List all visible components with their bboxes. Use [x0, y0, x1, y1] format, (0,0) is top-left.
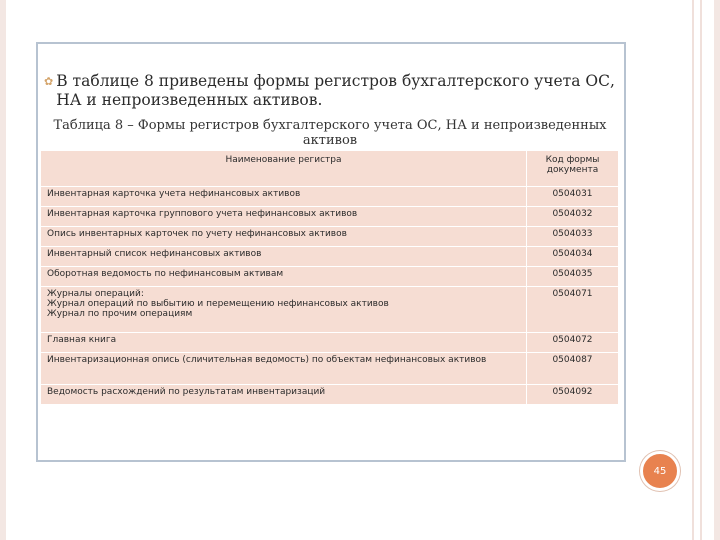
- form-code: 0504034: [527, 247, 619, 267]
- bullet-icon: ✿: [44, 75, 54, 88]
- bullet-text: В таблице 8 приведены формы регистров бухгалтерского учета ОС, НА и непроизведенных активов.: [56, 72, 615, 109]
- table-row: [41, 385, 619, 405]
- header-form-code: Код формы документа: [527, 151, 619, 187]
- table-row: [41, 333, 619, 353]
- page-number-badge: 45: [640, 451, 680, 491]
- form-code: 0504071: [527, 287, 619, 333]
- register-name: Оборотная ведомость по нефинансовым активам: [41, 267, 527, 287]
- register-name: Главная книга: [41, 333, 527, 353]
- form-code: 0504032: [527, 207, 619, 227]
- header-register-name: Наименование регистра: [41, 151, 527, 187]
- form-code: 0504092: [527, 385, 619, 405]
- table-row: [41, 187, 619, 207]
- registers-table: [40, 150, 619, 405]
- register-name-line: Журналы операций:: [47, 289, 144, 299]
- form-code: 0504035: [527, 267, 619, 287]
- table-row: [41, 353, 619, 385]
- register-name-multiline: [41, 287, 527, 333]
- register-name: Инвентарный список нефинансовых активов: [41, 247, 527, 267]
- table-row: [41, 207, 619, 227]
- register-name-line: Журнал по прочим операциям: [47, 309, 193, 319]
- register-name: Опись инвентарных карточек по учету нефинансовых активов: [41, 227, 527, 247]
- table-row: [41, 287, 619, 333]
- form-code: 0504087: [527, 353, 619, 385]
- table-row: [41, 247, 619, 267]
- table-row: [41, 227, 619, 247]
- register-name: Инвентарная карточка учета нефинансовых активов: [41, 187, 527, 207]
- form-code: 0504031: [527, 187, 619, 207]
- form-code: 0504072: [527, 333, 619, 353]
- register-name: Инвентарная карточка группового учета нефинансовых активов: [41, 207, 527, 227]
- right-decor-line-2: [700, 0, 702, 540]
- table-caption: Таблица 8 – Формы регистров бухгалтерского учета ОС, НА и непроизведенных активов: [53, 118, 607, 148]
- table-header-row: [41, 151, 619, 187]
- register-name: Инвентаризационная опись (сличительная ведомость) по объектам нефинансовых активов: [41, 353, 527, 385]
- table-row: [41, 267, 619, 287]
- bullet-point: [40, 72, 620, 110]
- form-code: 0504033: [527, 227, 619, 247]
- register-name-line: Журнал операций по выбытию и перемещению нефинансовых активов: [47, 299, 389, 309]
- left-decor-strip: [0, 0, 6, 540]
- register-name: Ведомость расхождений по результатам инвентаризаций: [41, 385, 527, 405]
- right-decor-strip: [714, 0, 720, 540]
- right-decor-line: [692, 0, 694, 540]
